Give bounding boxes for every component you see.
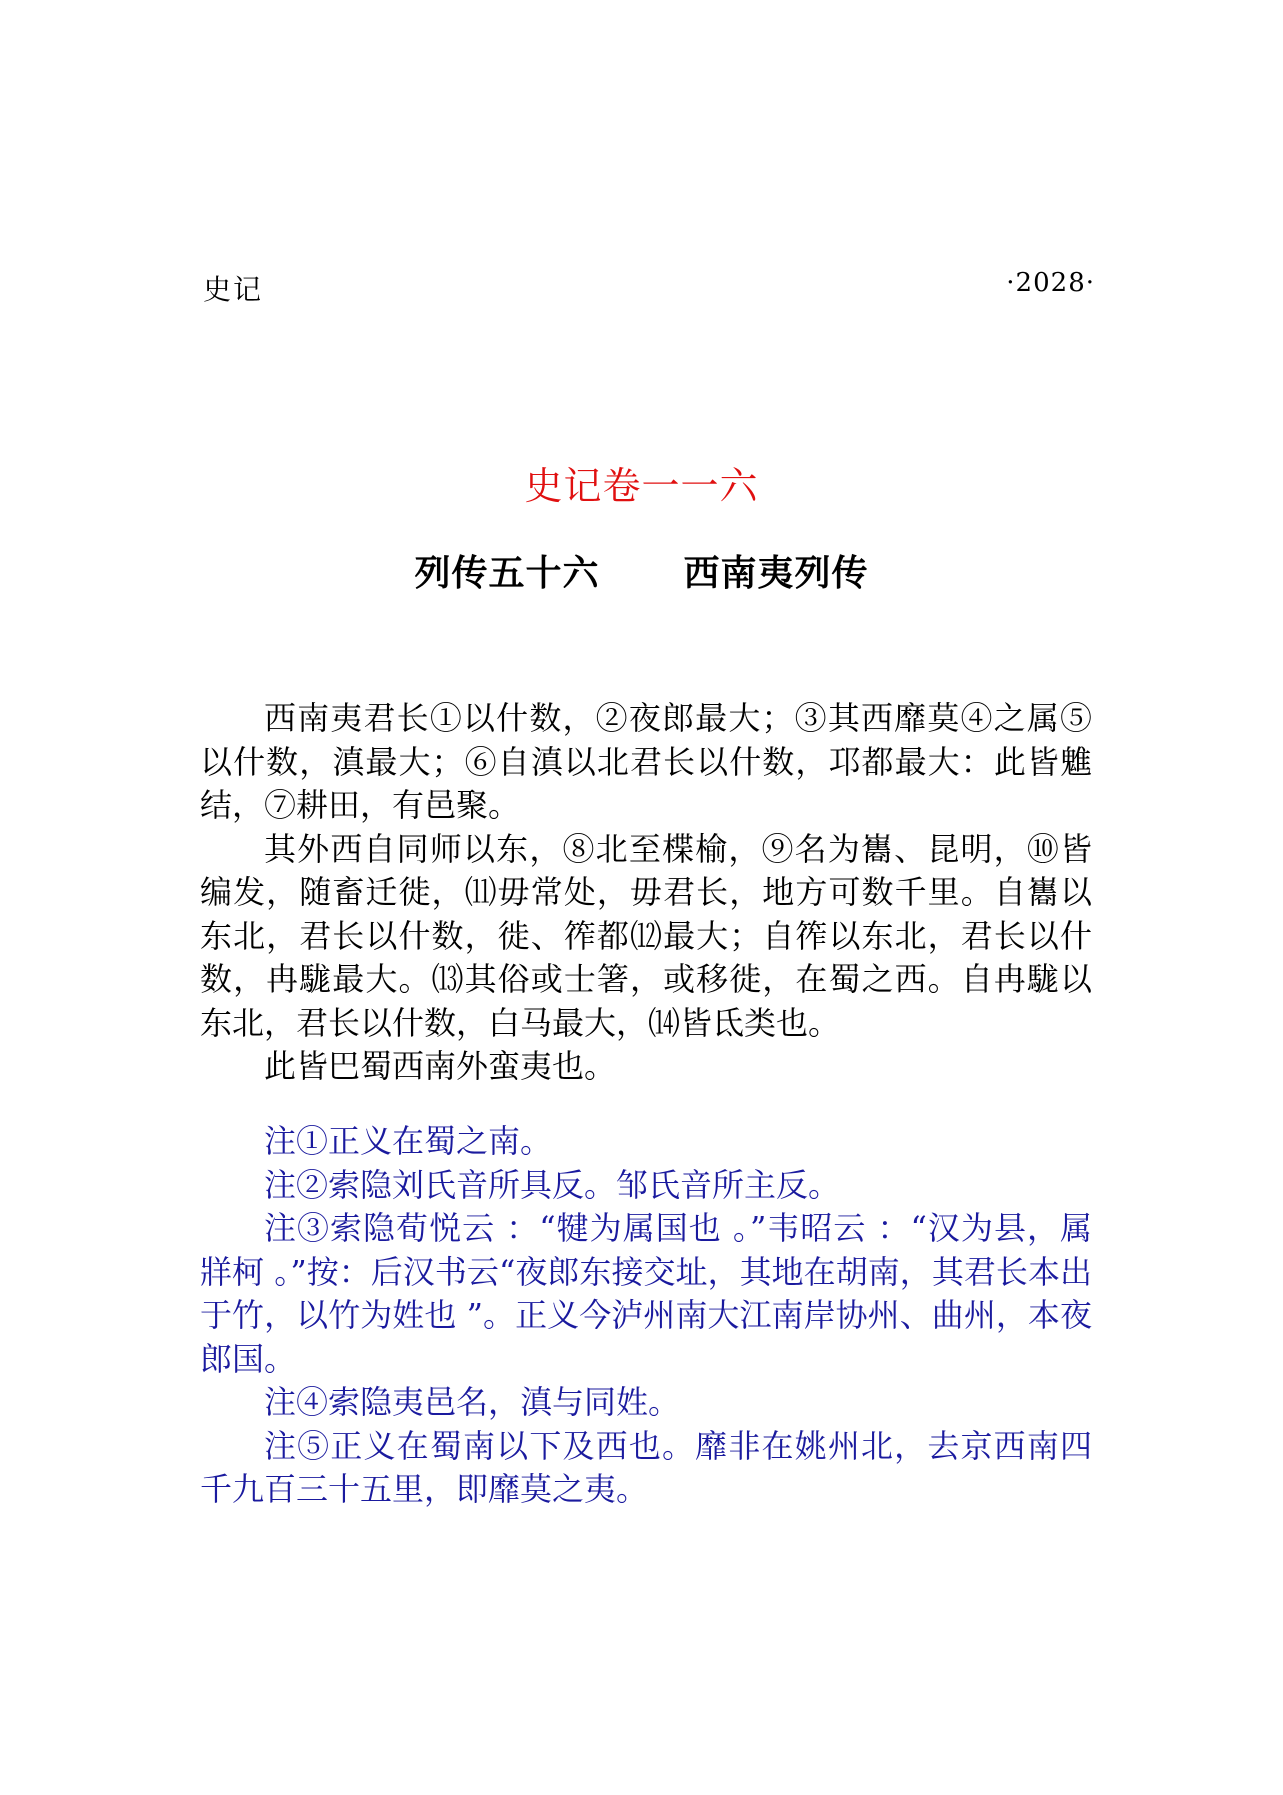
note-item: 注④索隐夷邑名，滇与同姓。 (264, 1383, 681, 1421)
body-paragraph: 其外西自同师以东，⑧北至楪榆，⑨名为巂、昆明，⑩皆编发，随畜迁徙，⑾毋常处，毋君长，地方可数千里。自巂以东北，君长以什数，徙、筰都⑿最大；自筰以东北，君长以什数，冉駹最大。⒀其俗或士箸，或移徙，在蜀之西。自冉駹以东北，君长以什数，白马最大，⒁皆氐类也。 (200, 829, 1092, 1042)
note-item: 注③索隐荀悦云 ：“犍为属国也 。”韦昭云 ：“汉为县，属牂柯 。”按：后汉书云“夜郎东接交址，其地在胡南，其君长本出于竹，以竹为姓也 ”。正义今泸州南大江南岸协州、曲州，本夜郎国。 (200, 1209, 1092, 1378)
chapter-name: 西南夷列传 (683, 553, 869, 594)
body-paragraph: 西南夷君长①以什数，②夜郎最大；③其西靡莫④之属⑤以什数，滇最大；⑥自滇以北君长以什数，邛都最大：此皆魋结，⑦耕田，有邑聚。 (200, 699, 1092, 824)
page-number: ·2028· (1006, 268, 1095, 298)
book-name: 史记 (203, 273, 264, 306)
volume-title: 史记卷一一六 (524, 464, 759, 508)
note-item: 注⑤正义在蜀南以下及西也。靡非在姚州北，去京西南四千九百三十五里，即靡莫之夷。 (200, 1426, 1092, 1508)
annotations (200, 1120, 1092, 1512)
running-head (203, 268, 1095, 308)
chapter-number: 列传五十六 (414, 553, 600, 594)
note-item: 注②索隐刘氏音所具反。邹氏音所主反。 (264, 1165, 841, 1204)
body-paragraph: 此皆巴蜀西南外蛮夷也。 (264, 1047, 617, 1085)
chapter-title (0, 545, 1283, 596)
note-item: 注①正义在蜀之南。 (264, 1122, 553, 1160)
main-text (200, 697, 1092, 1089)
